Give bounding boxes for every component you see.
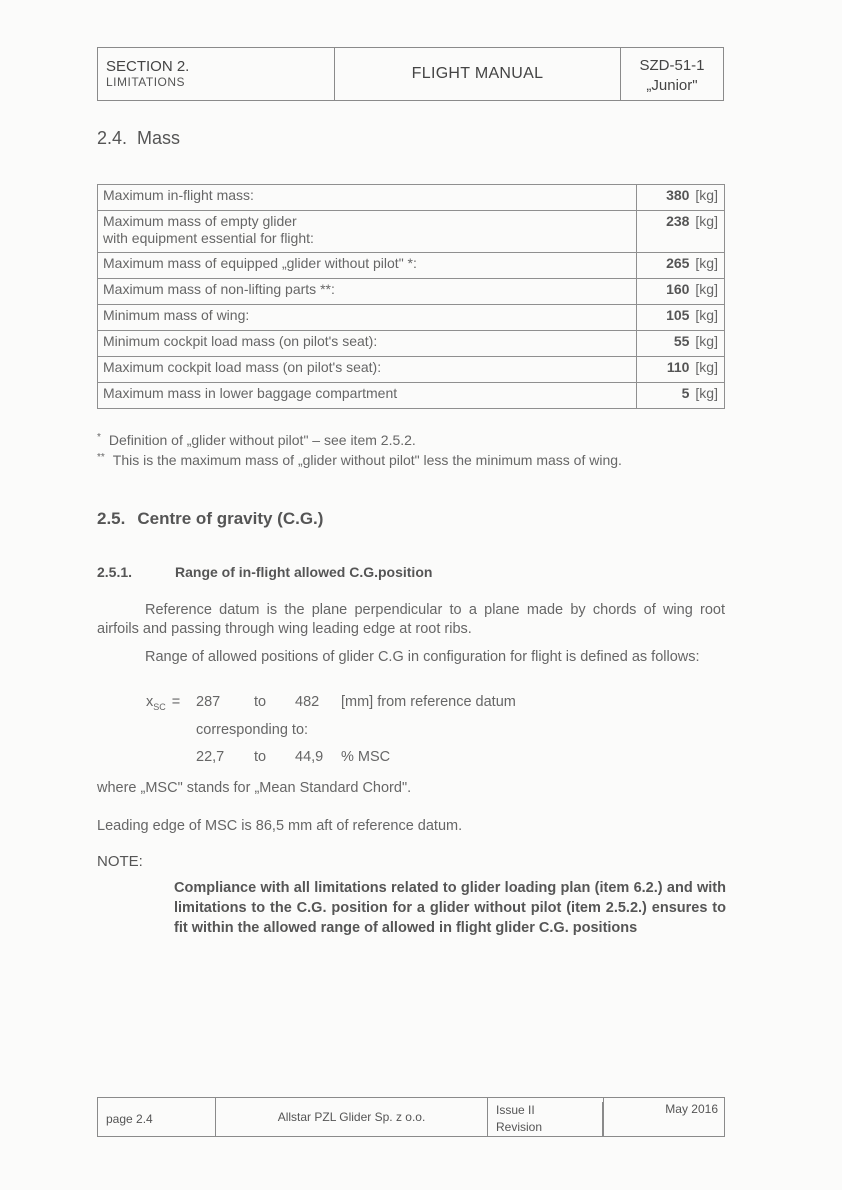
table-row <box>98 383 725 409</box>
section-number: SECTION 2. <box>106 58 190 75</box>
mass-value-cell <box>637 383 725 409</box>
footnote <box>97 432 416 448</box>
table-row <box>98 357 725 383</box>
mass-label: Maximum mass of equipped „glider without pilot" *: <box>98 253 637 279</box>
formula-variable: x <box>146 694 154 710</box>
manual-title: FLIGHT MANUAL <box>335 48 621 100</box>
formula-mm <box>146 694 180 712</box>
table-row <box>98 279 725 305</box>
footnote <box>97 452 622 468</box>
formula-to-word: to <box>254 694 267 710</box>
section-number: 2.5. <box>97 509 126 528</box>
mass-label-line1: Maximum mass of empty glider <box>103 213 297 229</box>
table-row <box>98 211 725 253</box>
page-footer <box>97 1097 725 1137</box>
subsection-heading <box>97 564 432 580</box>
paragraph-cg-range: Range of allowed positions of glider C.G in configuration for flight is defined as follows: <box>145 649 700 665</box>
note-heading: NOTE: <box>97 853 143 870</box>
mass-value: 265 <box>666 255 690 271</box>
footnote-mark: * <box>97 432 101 443</box>
formula-unit-msc: % MSC <box>341 749 391 765</box>
formula-to-word: to <box>254 749 267 765</box>
formula-to-msc: 44,9 <box>295 749 324 765</box>
footnote-text: Definition of „glider without pilot" – see item 2.5.2. <box>108 432 416 448</box>
mass-unit: [kg] <box>695 255 718 271</box>
revision-label: Revision <box>496 1119 603 1136</box>
note-text: Compliance with all limitations related to glider loading plan (item 6.2.) and with limitations to the C.G. position for a glider without pilot (item 2.5.2.) ensures to fit within the allowed range of allowed in flight glider C.G. positions <box>174 880 726 936</box>
subsection-number: 2.5.1. <box>97 564 133 580</box>
mass-value-cell <box>637 185 725 211</box>
mass-value-cell <box>637 253 725 279</box>
subsection-title: Range of in-flight allowed C.G.position <box>175 564 433 580</box>
section-heading-mass <box>97 128 180 149</box>
mass-value: 380 <box>666 187 690 203</box>
mass-unit: [kg] <box>695 187 718 203</box>
formula-equals: = <box>171 694 181 710</box>
formula-from-mm: 287 <box>196 694 221 710</box>
mass-label: Maximum mass of non-lifting parts **: <box>98 279 637 305</box>
mass-value: 5 <box>681 385 690 401</box>
mass-value-cell <box>637 211 725 253</box>
mass-value-cell <box>637 331 725 357</box>
page-header <box>97 47 724 101</box>
company-name: Allstar PZL Glider Sp. z o.o. <box>216 1098 488 1136</box>
table-row <box>98 185 725 211</box>
mass-unit: [kg] <box>695 213 718 229</box>
section-title: Mass <box>137 128 181 148</box>
mass-value-cell <box>637 305 725 331</box>
mass-label: Minimum cockpit load mass (on pilot's seat): <box>98 331 637 357</box>
mass-value: 238 <box>666 213 690 229</box>
issue-label: Issue II <box>496 1102 603 1119</box>
issue-date: May 2016 <box>665 1102 718 1116</box>
mass-label: Minimum mass of wing: <box>98 305 637 331</box>
page-number: page 2.4 <box>98 1098 216 1136</box>
mass-value: 105 <box>666 307 690 323</box>
mass-unit: [kg] <box>695 333 718 349</box>
table-row <box>98 253 725 279</box>
paragraph-msc-definition: where „MSC" stands for „Mean Standard Chord". <box>97 780 412 796</box>
header-section-cell <box>98 48 335 100</box>
mass-label: Maximum cockpit load mass (on pilot's seat): <box>98 357 637 383</box>
section-heading-cg <box>97 509 323 529</box>
paragraph-reference-datum: Reference datum is the plane perpendicular to a plane made by chords of wing root airfoils and passing through wing leading edge at root ribs. <box>97 602 725 637</box>
mass-value: 160 <box>666 281 690 297</box>
table-row <box>98 331 725 357</box>
mass-unit: [kg] <box>695 281 718 297</box>
mass-value-cell <box>637 357 725 383</box>
mass-label: Maximum mass in lower baggage compartment <box>98 383 637 409</box>
model-name: „Junior" <box>646 77 698 94</box>
footnote-text: This is the maximum mass of „glider without pilot" less the minimum mass of wing. <box>112 452 622 468</box>
header-model-cell <box>621 48 723 100</box>
mass-value: 110 <box>666 359 690 375</box>
mass-label: Maximum in-flight mass: <box>98 185 637 211</box>
mass-value-cell <box>637 279 725 305</box>
mass-label <box>98 211 637 253</box>
mass-unit: [kg] <box>695 307 718 323</box>
table-row <box>98 305 725 331</box>
mass-table <box>97 184 725 409</box>
formula-corresponding: corresponding to: <box>196 722 309 738</box>
footnote-mark: ** <box>97 452 105 463</box>
formula-subscript: SC <box>153 701 166 712</box>
section-title: Centre of gravity (C.G.) <box>137 509 324 528</box>
mass-unit: [kg] <box>695 385 718 401</box>
issue-cell <box>488 1098 604 1136</box>
model-code: SZD-51-1 <box>639 57 705 74</box>
section-name: LIMITATIONS <box>106 75 186 89</box>
formula-unit-mm: [mm] from reference datum <box>341 694 516 710</box>
paragraph-msc-leading-edge: Leading edge of MSC is 86,5 mm aft of reference datum. <box>97 818 463 834</box>
mass-label-line2: with equipment essential for flight: <box>103 230 314 246</box>
mass-value: 55 <box>673 333 690 349</box>
mass-unit: [kg] <box>695 359 718 375</box>
formula-to-mm: 482 <box>295 694 320 710</box>
section-number: 2.4. <box>97 128 128 148</box>
formula-from-msc: 22,7 <box>196 749 225 765</box>
